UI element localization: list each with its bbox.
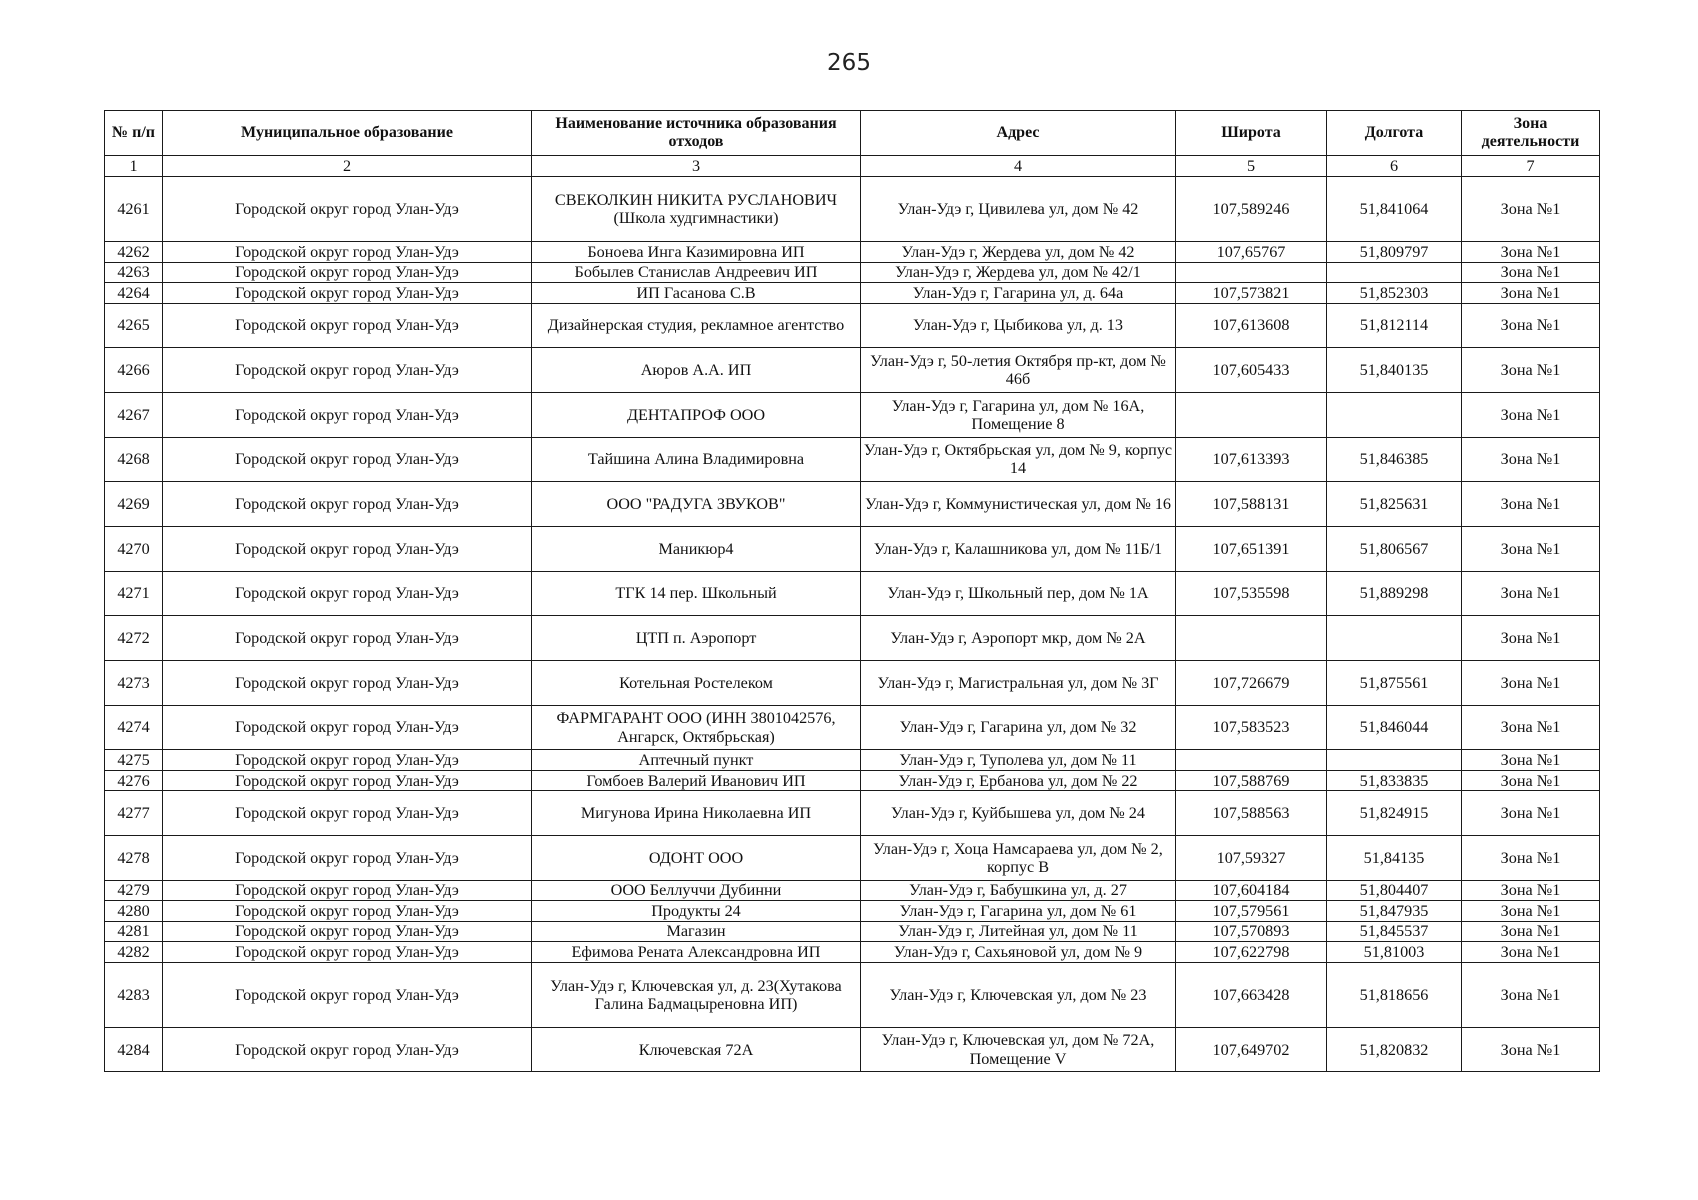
cell-source-name: ИП Гасанова С.В bbox=[532, 283, 861, 304]
cell-longitude: 51,889298 bbox=[1327, 571, 1462, 616]
cell-longitude: 51,806567 bbox=[1327, 526, 1462, 571]
cell-source-name: ЦТП п. Аэропорт bbox=[532, 616, 861, 661]
table-row bbox=[105, 177, 1600, 242]
table-row bbox=[105, 1027, 1600, 1072]
header-municipality: Муниципальное образование bbox=[163, 111, 532, 156]
cell-zone: Зона №1 bbox=[1462, 661, 1600, 706]
cell-longitude: 51,818656 bbox=[1327, 962, 1462, 1027]
table-row bbox=[105, 526, 1600, 571]
cell-source-name: Котельная Ростелеком bbox=[532, 661, 861, 706]
table-row bbox=[105, 242, 1600, 263]
column-number: 2 bbox=[163, 156, 532, 177]
cell-municipality: Городской округ город Улан-Удэ bbox=[163, 392, 532, 437]
cell-longitude: 51,809797 bbox=[1327, 242, 1462, 263]
cell-source-name: ООО "РАДУГА ЗВУКОВ" bbox=[532, 482, 861, 527]
cell-longitude: 51,852303 bbox=[1327, 283, 1462, 304]
cell-zone: Зона №1 bbox=[1462, 262, 1600, 283]
cell-zone: Зона №1 bbox=[1462, 392, 1600, 437]
cell-longitude: 51,875561 bbox=[1327, 661, 1462, 706]
cell-latitude: 107,604184 bbox=[1176, 880, 1327, 901]
cell-index: 4276 bbox=[105, 770, 163, 791]
cell-source-name: ОДОНТ ООО bbox=[532, 836, 861, 881]
cell-source-name: ТГК 14 пер. Школьный bbox=[532, 571, 861, 616]
cell-latitude: 107,613393 bbox=[1176, 437, 1327, 482]
cell-zone: Зона №1 bbox=[1462, 836, 1600, 881]
cell-index: 4274 bbox=[105, 705, 163, 750]
page-number: 265 bbox=[827, 50, 871, 76]
cell-zone: Зона №1 bbox=[1462, 942, 1600, 963]
cell-address: Улан-Удэ г, Гагарина ул, дом № 61 bbox=[861, 901, 1176, 922]
table-row bbox=[105, 661, 1600, 706]
cell-zone: Зона №1 bbox=[1462, 1027, 1600, 1072]
cell-municipality: Городской округ город Улан-Удэ bbox=[163, 242, 532, 263]
cell-zone: Зона №1 bbox=[1462, 921, 1600, 942]
cell-zone: Зона №1 bbox=[1462, 880, 1600, 901]
table-row bbox=[105, 921, 1600, 942]
cell-index: 4263 bbox=[105, 262, 163, 283]
cell-zone: Зона №1 bbox=[1462, 437, 1600, 482]
cell-index: 4273 bbox=[105, 661, 163, 706]
cell-longitude: 51,845537 bbox=[1327, 921, 1462, 942]
cell-municipality: Городской округ город Улан-Удэ bbox=[163, 880, 532, 901]
cell-index: 4269 bbox=[105, 482, 163, 527]
cell-index: 4277 bbox=[105, 791, 163, 836]
cell-index: 4271 bbox=[105, 571, 163, 616]
cell-source-name: Гомбоев Валерий Иванович ИП bbox=[532, 770, 861, 791]
cell-longitude: 51,812114 bbox=[1327, 303, 1462, 348]
cell-zone: Зона №1 bbox=[1462, 303, 1600, 348]
cell-longitude: 51,81003 bbox=[1327, 942, 1462, 963]
cell-longitude: 51,847935 bbox=[1327, 901, 1462, 922]
column-number: 3 bbox=[532, 156, 861, 177]
cell-latitude bbox=[1176, 616, 1327, 661]
cell-municipality: Городской округ город Улан-Удэ bbox=[163, 616, 532, 661]
cell-index: 4278 bbox=[105, 836, 163, 881]
cell-index: 4282 bbox=[105, 942, 163, 963]
cell-address: Улан-Удэ г, Цивилева ул, дом № 42 bbox=[861, 177, 1176, 242]
cell-zone: Зона №1 bbox=[1462, 482, 1600, 527]
cell-index: 4284 bbox=[105, 1027, 163, 1072]
cell-longitude: 51,825631 bbox=[1327, 482, 1462, 527]
column-number: 7 bbox=[1462, 156, 1600, 177]
cell-source-name: Магазин bbox=[532, 921, 861, 942]
cell-latitude: 107,583523 bbox=[1176, 705, 1327, 750]
cell-source-name: ДЕНТАПРОФ ООО bbox=[532, 392, 861, 437]
cell-municipality: Городской округ город Улан-Удэ bbox=[163, 901, 532, 922]
cell-municipality: Городской округ город Улан-Удэ bbox=[163, 283, 532, 304]
table-row bbox=[105, 705, 1600, 750]
table-row bbox=[105, 901, 1600, 922]
cell-address: Улан-Удэ г, Коммунистическая ул, дом № 16 bbox=[861, 482, 1176, 527]
cell-source-name: Тайшина Алина Владимировна bbox=[532, 437, 861, 482]
cell-zone: Зона №1 bbox=[1462, 283, 1600, 304]
cell-zone: Зона №1 bbox=[1462, 791, 1600, 836]
cell-index: 4272 bbox=[105, 616, 163, 661]
table-row bbox=[105, 283, 1600, 304]
cell-index: 4279 bbox=[105, 880, 163, 901]
cell-municipality: Городской округ город Улан-Удэ bbox=[163, 437, 532, 482]
cell-address: Улан-Удэ г, 50-летия Октября пр-кт, дом № 46б bbox=[861, 348, 1176, 393]
cell-zone: Зона №1 bbox=[1462, 348, 1600, 393]
cell-latitude bbox=[1176, 392, 1327, 437]
cell-address: Улан-Удэ г, Литейная ул, дом № 11 bbox=[861, 921, 1176, 942]
cell-source-name: Мигунова Ирина Николаевна ИП bbox=[532, 791, 861, 836]
header-zone: Зона деятельности bbox=[1462, 111, 1600, 156]
cell-latitude: 107,622798 bbox=[1176, 942, 1327, 963]
cell-index: 4268 bbox=[105, 437, 163, 482]
cell-index: 4270 bbox=[105, 526, 163, 571]
cell-zone: Зона №1 bbox=[1462, 177, 1600, 242]
cell-longitude: 51,84135 bbox=[1327, 836, 1462, 881]
cell-latitude: 107,726679 bbox=[1176, 661, 1327, 706]
cell-index: 4264 bbox=[105, 283, 163, 304]
cell-municipality: Городской округ город Улан-Удэ bbox=[163, 348, 532, 393]
column-number: 4 bbox=[861, 156, 1176, 177]
table-row bbox=[105, 791, 1600, 836]
column-number: 1 bbox=[105, 156, 163, 177]
cell-address: Улан-Удэ г, Жердева ул, дом № 42 bbox=[861, 242, 1176, 263]
cell-zone: Зона №1 bbox=[1462, 571, 1600, 616]
cell-zone: Зона №1 bbox=[1462, 962, 1600, 1027]
cell-municipality: Городской округ город Улан-Удэ bbox=[163, 1027, 532, 1072]
cell-longitude bbox=[1327, 616, 1462, 661]
cell-zone: Зона №1 bbox=[1462, 770, 1600, 791]
cell-longitude bbox=[1327, 392, 1462, 437]
cell-municipality: Городской округ город Улан-Удэ bbox=[163, 962, 532, 1027]
cell-longitude: 51,833835 bbox=[1327, 770, 1462, 791]
cell-longitude: 51,824915 bbox=[1327, 791, 1462, 836]
cell-source-name: Бобылев Станислав Андреевич ИП bbox=[532, 262, 861, 283]
cell-latitude: 107,663428 bbox=[1176, 962, 1327, 1027]
header-source-name: Наименование источника образования отходов bbox=[532, 111, 861, 156]
cell-latitude: 107,588131 bbox=[1176, 482, 1327, 527]
cell-address: Улан-Удэ г, Туполева ул, дом № 11 bbox=[861, 750, 1176, 771]
cell-latitude: 107,588563 bbox=[1176, 791, 1327, 836]
table-row bbox=[105, 616, 1600, 661]
cell-latitude: 107,570893 bbox=[1176, 921, 1327, 942]
cell-zone: Зона №1 bbox=[1462, 705, 1600, 750]
cell-source-name: Улан-Удэ г, Ключевская ул, д. 23(Хутакова Галина Бадмацыреновна ИП) bbox=[532, 962, 861, 1027]
cell-index: 4265 bbox=[105, 303, 163, 348]
table-row bbox=[105, 303, 1600, 348]
cell-address: Улан-Удэ г, Гагарина ул, дом № 32 bbox=[861, 705, 1176, 750]
header-index: № п/п bbox=[105, 111, 163, 156]
cell-address: Улан-Удэ г, Аэропорт мкр, дом № 2А bbox=[861, 616, 1176, 661]
cell-municipality: Городской округ город Улан-Удэ bbox=[163, 661, 532, 706]
cell-address: Улан-Удэ г, Ербанова ул, дом № 22 bbox=[861, 770, 1176, 791]
cell-source-name: ФАРМГАРАНТ ООО (ИНН 3801042576, Ангарск, Октябрьская) bbox=[532, 705, 861, 750]
cell-zone: Зона №1 bbox=[1462, 750, 1600, 771]
cell-source-name: Боноева Инга Казимировна ИП bbox=[532, 242, 861, 263]
cell-index: 4261 bbox=[105, 177, 163, 242]
cell-longitude: 51,846385 bbox=[1327, 437, 1462, 482]
cell-source-name: СВЕКОЛКИН НИКИТА РУСЛАНОВИЧ (Школа худгимнастики) bbox=[532, 177, 861, 242]
cell-address: Улан-Удэ г, Ключевская ул, дом № 72А, Помещение V bbox=[861, 1027, 1176, 1072]
header-row bbox=[105, 111, 1600, 156]
cell-latitude: 107,579561 bbox=[1176, 901, 1327, 922]
cell-longitude: 51,841064 bbox=[1327, 177, 1462, 242]
cell-municipality: Городской округ город Улан-Удэ bbox=[163, 705, 532, 750]
table-row bbox=[105, 348, 1600, 393]
column-number: 5 bbox=[1176, 156, 1327, 177]
cell-source-name: Аюров А.А. ИП bbox=[532, 348, 861, 393]
waste-sources-table bbox=[104, 110, 1600, 1072]
cell-index: 4267 bbox=[105, 392, 163, 437]
cell-address: Улан-Удэ г, Калашникова ул, дом № 11Б/1 bbox=[861, 526, 1176, 571]
cell-index: 4262 bbox=[105, 242, 163, 263]
table-row bbox=[105, 880, 1600, 901]
header-latitude: Широта bbox=[1176, 111, 1327, 156]
cell-latitude bbox=[1176, 750, 1327, 771]
cell-municipality: Городской округ город Улан-Удэ bbox=[163, 303, 532, 348]
cell-latitude: 107,535598 bbox=[1176, 571, 1327, 616]
cell-index: 4266 bbox=[105, 348, 163, 393]
cell-municipality: Городской округ город Улан-Удэ bbox=[163, 770, 532, 791]
cell-latitude: 107,589246 bbox=[1176, 177, 1327, 242]
cell-index: 4275 bbox=[105, 750, 163, 771]
column-number-row bbox=[105, 156, 1600, 177]
cell-address: Улан-Удэ г, Бабушкина ул, д. 27 bbox=[861, 880, 1176, 901]
table-row bbox=[105, 392, 1600, 437]
cell-index: 4281 bbox=[105, 921, 163, 942]
cell-address: Улан-Удэ г, Ключевская ул, дом № 23 bbox=[861, 962, 1176, 1027]
cell-address: Улан-Удэ г, Октябрьская ул, дом № 9, корпус 14 bbox=[861, 437, 1176, 482]
cell-index: 4283 bbox=[105, 962, 163, 1027]
cell-latitude: 107,613608 bbox=[1176, 303, 1327, 348]
cell-address: Улан-Удэ г, Магистральная ул, дом № 3Г bbox=[861, 661, 1176, 706]
cell-longitude: 51,840135 bbox=[1327, 348, 1462, 393]
cell-zone: Зона №1 bbox=[1462, 526, 1600, 571]
cell-latitude: 107,65767 bbox=[1176, 242, 1327, 263]
cell-longitude bbox=[1327, 750, 1462, 771]
cell-zone: Зона №1 bbox=[1462, 242, 1600, 263]
cell-address: Улан-Удэ г, Хоца Намсараева ул, дом № 2, корпус В bbox=[861, 836, 1176, 881]
cell-address: Улан-Удэ г, Гагарина ул, дом № 16А, Помещение 8 bbox=[861, 392, 1176, 437]
cell-municipality: Городской округ город Улан-Удэ bbox=[163, 482, 532, 527]
cell-municipality: Городской округ город Улан-Удэ bbox=[163, 942, 532, 963]
cell-zone: Зона №1 bbox=[1462, 616, 1600, 661]
cell-source-name: Дизайнерская студия, рекламное агентство bbox=[532, 303, 861, 348]
cell-zone: Зона №1 bbox=[1462, 901, 1600, 922]
cell-source-name: ООО Беллуччи Дубинни bbox=[532, 880, 861, 901]
column-number: 6 bbox=[1327, 156, 1462, 177]
cell-municipality: Городской округ город Улан-Удэ bbox=[163, 571, 532, 616]
table-row bbox=[105, 571, 1600, 616]
cell-latitude: 107,59327 bbox=[1176, 836, 1327, 881]
cell-municipality: Городской округ город Улан-Удэ bbox=[163, 177, 532, 242]
header-address: Адрес bbox=[861, 111, 1176, 156]
cell-address: Улан-Удэ г, Сахьяновой ул, дом № 9 bbox=[861, 942, 1176, 963]
table-row bbox=[105, 836, 1600, 881]
cell-address: Улан-Удэ г, Цыбикова ул, д. 13 bbox=[861, 303, 1176, 348]
cell-latitude: 107,649702 bbox=[1176, 1027, 1327, 1072]
table-row bbox=[105, 750, 1600, 771]
cell-latitude: 107,651391 bbox=[1176, 526, 1327, 571]
cell-municipality: Городской округ город Улан-Удэ bbox=[163, 750, 532, 771]
table-row bbox=[105, 437, 1600, 482]
header-longitude: Долгота bbox=[1327, 111, 1462, 156]
cell-address: Улан-Удэ г, Жердева ул, дом № 42/1 bbox=[861, 262, 1176, 283]
table-row bbox=[105, 770, 1600, 791]
table-body bbox=[105, 177, 1600, 1072]
cell-address: Улан-Удэ г, Школьный пер, дом № 1А bbox=[861, 571, 1176, 616]
cell-address: Улан-Удэ г, Гагарина ул, д. 64а bbox=[861, 283, 1176, 304]
cell-source-name: Маникюр4 bbox=[532, 526, 861, 571]
cell-longitude: 51,820832 bbox=[1327, 1027, 1462, 1072]
cell-longitude: 51,804407 bbox=[1327, 880, 1462, 901]
cell-municipality: Городской округ город Улан-Удэ bbox=[163, 791, 532, 836]
table-row bbox=[105, 962, 1600, 1027]
cell-longitude: 51,846044 bbox=[1327, 705, 1462, 750]
cell-index: 4280 bbox=[105, 901, 163, 922]
table-row bbox=[105, 942, 1600, 963]
cell-latitude bbox=[1176, 262, 1327, 283]
cell-source-name: Аптечный пункт bbox=[532, 750, 861, 771]
cell-address: Улан-Удэ г, Куйбышева ул, дом № 24 bbox=[861, 791, 1176, 836]
cell-municipality: Городской округ город Улан-Удэ bbox=[163, 262, 532, 283]
cell-latitude: 107,573821 bbox=[1176, 283, 1327, 304]
cell-longitude bbox=[1327, 262, 1462, 283]
cell-municipality: Городской округ город Улан-Удэ bbox=[163, 921, 532, 942]
table-row bbox=[105, 262, 1600, 283]
cell-source-name: Ефимова Рената Александровна ИП bbox=[532, 942, 861, 963]
cell-latitude: 107,588769 bbox=[1176, 770, 1327, 791]
cell-source-name: Ключевская 72А bbox=[532, 1027, 861, 1072]
cell-municipality: Городской округ город Улан-Удэ bbox=[163, 836, 532, 881]
cell-municipality: Городской округ город Улан-Удэ bbox=[163, 526, 532, 571]
table-row bbox=[105, 482, 1600, 527]
cell-latitude: 107,605433 bbox=[1176, 348, 1327, 393]
cell-source-name: Продукты 24 bbox=[532, 901, 861, 922]
